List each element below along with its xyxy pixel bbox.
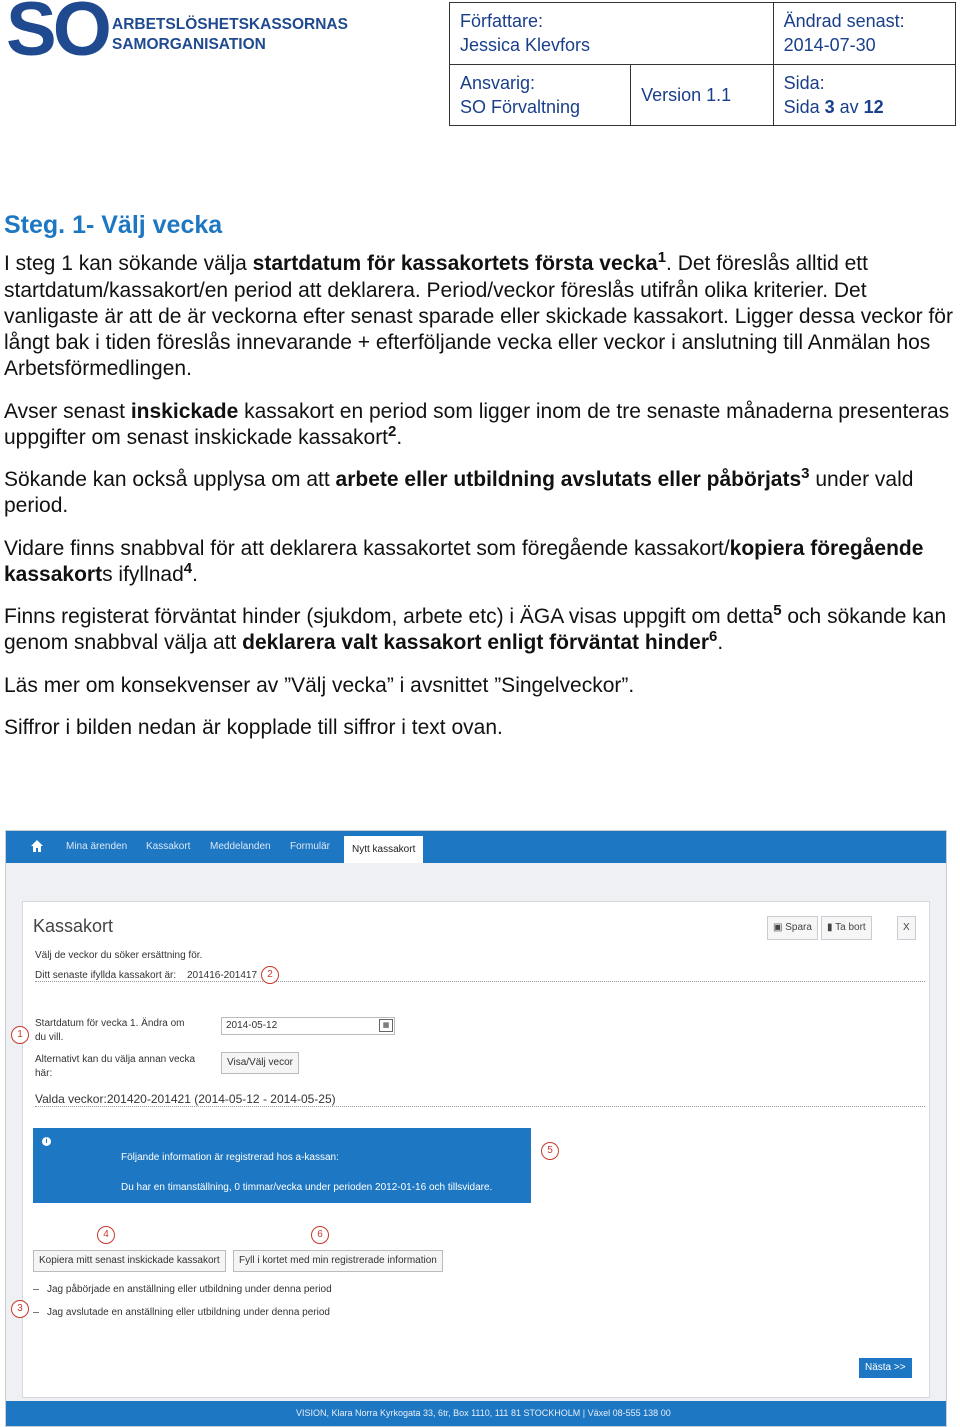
responsible-label: Ansvarig: [460,72,536,93]
responsible-value: SO Förvaltning [460,96,581,117]
fill-registered-button[interactable]: Fyll i kortet med min registrerade information [233,1250,443,1272]
paragraph-7: Siffror i bilden nedan är kopplade till siffror i text ovan. [4,715,503,739]
selected-weeks: Valda veckor:201420-201421 (2014-05-12 - 2014-05-25) [35,1092,925,1107]
page-value: Sida 3 av 12 [783,96,884,117]
marker-6: 6 [311,1226,329,1244]
copy-previous-button[interactable]: Kopiera mitt senast inskickade kassakort [33,1250,226,1272]
document-meta-table [449,2,956,126]
marker-3: 3 [11,1300,29,1318]
nav-kassakort[interactable]: Kassakort [146,841,191,852]
author-cell [450,3,774,65]
version-cell [631,64,774,126]
responsible-cell [450,64,631,126]
start-date-label-1: Startdatum för vecka 1. Ändra om [35,1018,185,1029]
delete-button[interactable]: ▮ Ta bort [821,916,872,940]
marker-4: 4 [97,1226,115,1244]
alt-week-label-1: Alternativt kan du välja annan vecka [35,1054,196,1065]
version-value: Version 1.1 [641,84,732,105]
kassakort-panel [17,901,930,1398]
checkbox-started[interactable] [33,1289,39,1290]
marker-5: 5 [541,1142,559,1160]
delete-icon: ▮ [827,922,836,933]
logo-mark: SO [6,0,108,72]
intro-text: Välj de veckor du söker ersättning för. [35,950,203,961]
next-button[interactable]: Nästa >> [859,1358,912,1378]
start-date-input[interactable]: 2014-05-12 [221,1017,395,1035]
section-heading: Steg. 1- Välj vecka [4,211,223,239]
checkbox-ended[interactable] [33,1312,39,1313]
nav-meddelanden[interactable]: Meddelanden [210,841,271,852]
paragraph-1: I steg 1 kan sökande välja startdatum för kassakortets första vecka$^1$. Det föreslås alltid ett startdatum/kassakort/en period att deklarera. Period/veckor föreslås utifrån olika kriterier. Det vanligaste är att de är veckorna efter senast sparade eller skickade kassakort. Ligger dessa veckor för långt bak i tiden föreslås innevarande + efterföljande vecka eller veckor i anslutning till Anmälan hos Arbetsförmedlingen. [4,249,953,381]
home-icon[interactable] [30,839,44,853]
footer-text: VISION, Klara Norra Kyrkogata 33, 6tr, Box 1110, 111 81 STOCKHOLM | Växel 08-555 138 00 [296,1408,671,1418]
last-sent-value: 201416-201417 [186,970,258,981]
author-label: Författare: [460,11,544,31]
last-sent-label: Ditt senaste ifyllda kassakort är: [35,970,177,981]
info-icon: i [42,1137,51,1146]
info-box [33,1128,531,1203]
nav-formular[interactable]: Formulär [290,841,331,852]
marker-2: 2 [261,966,279,984]
paragraph-4: Vidare finns snabbval för att deklarera kassakortet som föregående kassakort/kopiera föregående kassakorts ifyllnad$^4$. [4,536,924,586]
calendar-icon[interactable]: ▦ [379,1019,393,1032]
logo-line2: SAMORGANISATION [112,36,266,53]
start-date-label-2: du vill. [35,1032,64,1043]
paragraph-3: Sökande kan också upplysa om att arbete eller utbildning avslutats eller påbörjats$^3$ under vald period. [4,465,914,518]
paragraph-2: Avser senast inskickade kassakort en period som ligger inom de tre senaste månaderna presenteras uppgifter om senast inskickade kassakort$^2$. [4,399,950,449]
changed-label: Ändrad senast: [783,11,905,31]
last-sent-row [35,970,925,982]
checkbox-started-label: Jag påbörjade en anställning eller utbildning under denna period [47,1284,332,1295]
footer [6,1401,946,1426]
nav-bar [6,831,946,863]
logo-line1: ARBETSLÖSHETSKASSORNAS [112,16,348,33]
author-value: Jessica Klevfors [460,35,591,56]
save-icon: ▣ [773,922,786,933]
alt-week-label-2: här: [35,1068,53,1079]
nav-mina-arenden[interactable]: Mina ärenden [66,841,128,852]
paragraph-5: Finns registerat förväntat hinder (sjukdom, arbete etc) i ÄGA visas uppgift om detta$^5$ och sökande kan genom snabbval välja att deklarera valt kassakort enligt förväntat hinder$^6$. [4,602,947,655]
logo [6,0,346,72]
changed-value: 2014-07-30 [783,35,876,56]
page-label: Sida: [783,72,825,93]
page-cell [773,64,955,126]
panel-title: Kassakort [33,916,114,936]
changed-cell [773,3,955,65]
select-week-button[interactable]: Visa/Välj vecor [221,1052,299,1074]
paragraph-6: Läs mer om konsekvenser av ”Välj vecka” i avsnittet ”Singelveckor”. [4,673,635,697]
close-button[interactable]: X [897,916,916,940]
save-button[interactable]: ▣ Spara [767,916,818,940]
document-body [4,210,954,757]
info-line-1: Följande information är registrerad hos a-kassan: [121,1152,339,1163]
embedded-screenshot [5,830,947,1427]
marker-1: 1 [11,1026,29,1044]
checkbox-ended-label: Jag avslutade en anställning eller utbildning under denna period [47,1307,330,1318]
info-line-2: Du har en timanställning, 0 timmar/vecka under perioden 2012-01-16 och tillsvidare. [121,1182,493,1193]
nav-nytt-kassakort[interactable]: Nytt kassakort [344,836,423,863]
